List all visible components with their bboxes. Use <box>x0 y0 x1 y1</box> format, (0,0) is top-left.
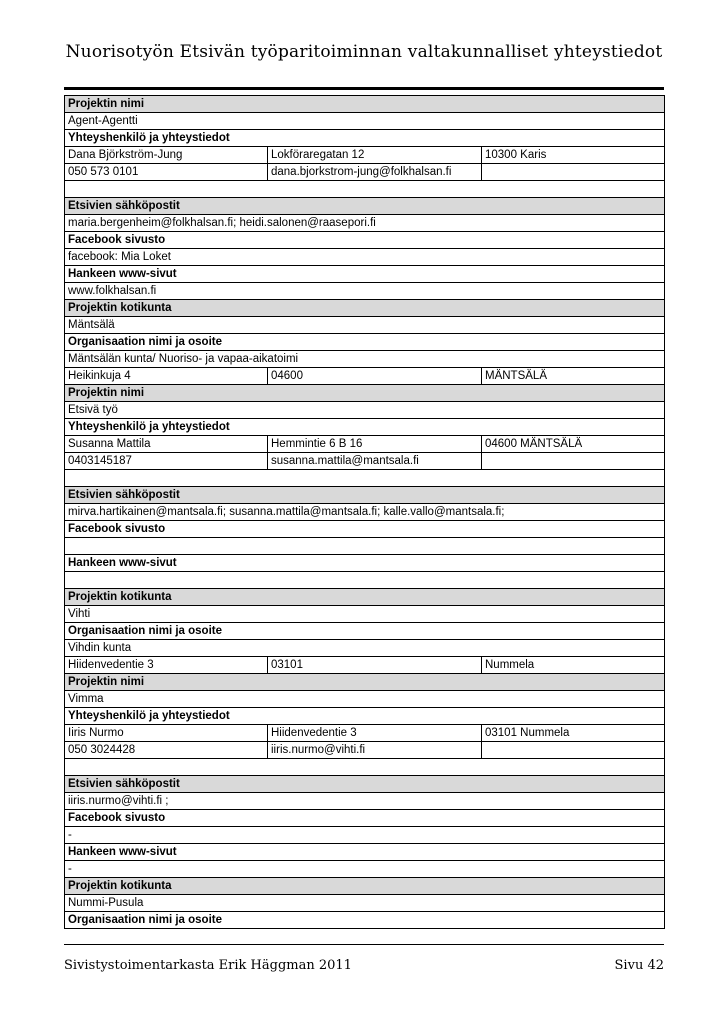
contact-table <box>64 95 665 929</box>
spacer-cell <box>65 181 665 198</box>
contact-phone: 0403145187 <box>65 453 268 470</box>
table-row <box>65 589 665 606</box>
contact-email: susanna.mattila@mantsala.fi <box>268 453 482 470</box>
table-row <box>65 623 665 640</box>
label-cell: Projektin nimi <box>65 385 665 402</box>
label-cell: Etsivien sähköpostit <box>65 776 665 793</box>
project-name: Vimma <box>65 691 665 708</box>
table-row <box>65 776 665 793</box>
table-row <box>65 96 665 113</box>
table-row <box>65 572 665 589</box>
table-row <box>65 436 665 453</box>
emails: iiris.nurmo@vihti.fi ; <box>65 793 665 810</box>
footer-rule <box>64 944 664 945</box>
org-name: Mäntsälän kunta/ Nuoriso- ja vapaa-aikatoimi <box>65 351 665 368</box>
label-cell: Hankeen www-sivut <box>65 266 665 283</box>
contact-phone: 050 3024428 <box>65 742 268 759</box>
label-cell: Facebook sivusto <box>65 810 665 827</box>
table-row <box>65 657 665 674</box>
label-cell: Organisaation nimi ja osoite <box>65 334 665 351</box>
org-postcode: 04600 <box>268 368 482 385</box>
spacer-cell <box>65 759 665 776</box>
facebook-value <box>65 538 665 555</box>
table-row <box>65 895 665 912</box>
empty-cell <box>482 453 665 470</box>
org-city: Nummela <box>482 657 665 674</box>
table-row <box>65 691 665 708</box>
label-cell: Organisaation nimi ja osoite <box>65 623 665 640</box>
table-row <box>65 113 665 130</box>
municipality-value: Mäntsälä <box>65 317 665 334</box>
org-postcode: 03101 <box>268 657 482 674</box>
label-cell: Organisaation nimi ja osoite <box>65 912 665 929</box>
table-row <box>65 827 665 844</box>
table-row <box>65 504 665 521</box>
spacer-cell <box>65 470 665 487</box>
title-rule <box>64 87 664 90</box>
label-cell: Facebook sivusto <box>65 232 665 249</box>
table-row <box>65 164 665 181</box>
emails: maria.bergenheim@folkhalsan.fi; heidi.salonen@raasepori.fi <box>65 215 665 232</box>
contact-address: Hiidenvedentie 3 <box>268 725 482 742</box>
project-name: Etsivä työ <box>65 402 665 419</box>
municipality-value: Nummi-Pusula <box>65 895 665 912</box>
contact-phone: 050 573 0101 <box>65 164 268 181</box>
table-row <box>65 419 665 436</box>
contact-postal: 03101 Nummela <box>482 725 665 742</box>
table-row <box>65 130 665 147</box>
label-cell: Yhteyshenkilö ja yhteystiedot <box>65 130 665 147</box>
label-cell: Projektin nimi <box>65 674 665 691</box>
website-value <box>65 572 665 589</box>
table-row <box>65 266 665 283</box>
label-cell: Hankeen www-sivut <box>65 844 665 861</box>
contact-name: Iiris Nurmo <box>65 725 268 742</box>
contact-postal: 10300 Karis <box>482 147 665 164</box>
facebook-value: - <box>65 827 665 844</box>
page-number: Sivu 42 <box>614 958 664 973</box>
project-name: Agent-Agentti <box>65 113 665 130</box>
table-row <box>65 385 665 402</box>
contact-postal: 04600 MÄNTSÄLÄ <box>482 436 665 453</box>
org-street: Heikinkuja 4 <box>65 368 268 385</box>
table-row <box>65 470 665 487</box>
table-row <box>65 844 665 861</box>
contact-address: Lokföraregatan 12 <box>268 147 482 164</box>
table-row <box>65 334 665 351</box>
table-row <box>65 402 665 419</box>
contact-name: Dana Björkström-Jung <box>65 147 268 164</box>
contact-email: iiris.nurmo@vihti.fi <box>268 742 482 759</box>
table-row <box>65 147 665 164</box>
website-value: www.folkhalsan.fi <box>65 283 665 300</box>
page-title: Nuorisotyön Etsivän työparitoiminnan valtakunnalliset yhteystiedot <box>65 42 663 62</box>
table-row <box>65 181 665 198</box>
table-row <box>65 215 665 232</box>
empty-cell <box>482 742 665 759</box>
table-row <box>65 759 665 776</box>
table-row <box>65 878 665 895</box>
org-street: Hiidenvedentie 3 <box>65 657 268 674</box>
org-name: Vihdin kunta <box>65 640 665 657</box>
label-cell: Hankeen www-sivut <box>65 555 665 572</box>
table-row <box>65 283 665 300</box>
emails: mirva.hartikainen@mantsala.fi; susanna.mattila@mantsala.fi; kalle.vallo@mantsala.fi; <box>65 504 665 521</box>
table-row <box>65 555 665 572</box>
table-row <box>65 232 665 249</box>
empty-cell <box>482 164 665 181</box>
footer-author: Sivistystoimentarkasta Erik Häggman 2011 <box>64 958 352 973</box>
contact-address: Hemmintie 6 B 16 <box>268 436 482 453</box>
label-cell: Yhteyshenkilö ja yhteystiedot <box>65 708 665 725</box>
label-cell: Etsivien sähköpostit <box>65 487 665 504</box>
table-row <box>65 351 665 368</box>
label-cell: Projektin kotikunta <box>65 589 665 606</box>
label-cell: Facebook sivusto <box>65 521 665 538</box>
label-cell: Projektin nimi <box>65 96 665 113</box>
table-row <box>65 606 665 623</box>
label-cell: Projektin kotikunta <box>65 300 665 317</box>
table-row <box>65 640 665 657</box>
table-row <box>65 249 665 266</box>
table-row <box>65 487 665 504</box>
table-row <box>65 708 665 725</box>
municipality-value: Vihti <box>65 606 665 623</box>
label-cell: Projektin kotikunta <box>65 878 665 895</box>
facebook-value: facebook: Mia Loket <box>65 249 665 266</box>
label-cell: Etsivien sähköpostit <box>65 198 665 215</box>
table-row <box>65 861 665 878</box>
website-value: - <box>65 861 665 878</box>
contact-email: dana.bjorkstrom-jung@folkhalsan.fi <box>268 164 482 181</box>
table-row <box>65 742 665 759</box>
table-row <box>65 521 665 538</box>
table-row <box>65 317 665 334</box>
table-row <box>65 725 665 742</box>
table-row <box>65 912 665 929</box>
table-row <box>65 453 665 470</box>
label-cell: Yhteyshenkilö ja yhteystiedot <box>65 419 665 436</box>
table-row <box>65 368 665 385</box>
contact-name: Susanna Mattila <box>65 436 268 453</box>
table-row <box>65 198 665 215</box>
table-row <box>65 810 665 827</box>
table-row <box>65 300 665 317</box>
table-row <box>65 793 665 810</box>
table-row <box>65 674 665 691</box>
table-row <box>65 538 665 555</box>
org-city: MÄNTSÄLÄ <box>482 368 665 385</box>
